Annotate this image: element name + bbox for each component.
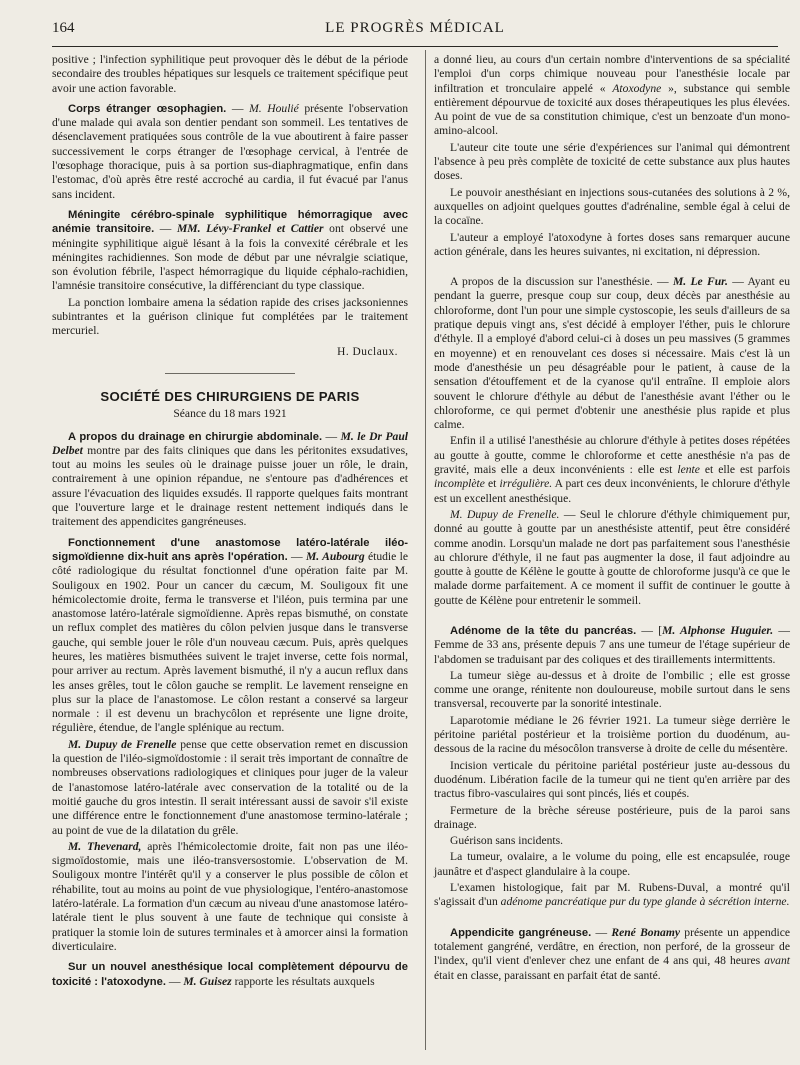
article-author: M. Houlié — [249, 101, 299, 115]
article-title: Méningite cérébro-spinale syphilitique hémorragique avec anémie transitoire. — [52, 208, 408, 236]
spacer — [434, 261, 790, 269]
article-title: Adénome de la tête du pancréas. — [450, 624, 637, 637]
section-rule — [165, 373, 295, 374]
article-author: M. Aubourg — [305, 549, 365, 563]
paragraph: Le pouvoir anesthésiant en injections sous-cutanées des solutions à 2 %, auxquelles on adjoint quelques gouttes d'adrénaline, semble égal à celui de la cocaïne. — [434, 185, 790, 228]
text-italic: irrégulière. — [499, 477, 553, 491]
paragraph: L'auteur a employé l'atoxodyne à fortes doses sans remarquer aucune action générale, dans les heures suivantes, ni excitation, ni dépression. — [434, 230, 790, 258]
running-title: LE PROGRÈS MÉDICAL — [325, 20, 505, 36]
article-author: M. Le Fur. — [672, 275, 728, 289]
article-foreign-body: Corps étranger œsophagien. — M. Houlié présente l'observation d'une malade qui avala son dentier pendant son sommeil. Les tentatives de désenclavement pratiquées sous contrôle de la vue aboutirent à faire passer successivement le corps étranger de l'œsophage cervical, à l'entrée de l'œsophage thoracique, puis à sa portion sus-diaphragmatique, enfin dans l'estomac, d'où après être resté accroché au cardia, il fut évacué par l'anus sans incident. — [52, 101, 408, 201]
right-column — [434, 53, 790, 985]
page-header — [52, 18, 778, 42]
article-title: Sur un nouvel anesthésique local complètement dépourvu de toxicité : l'atoxodyne. — [52, 961, 408, 988]
article-text: après l'hémicolectomie droite, fait non pas une iléo-sigmoïdostomie, mais une iléo-transversostomie. L'observation de M. Souligoux montre l'intérêt qu'il y a conserver le plus possible de côlon et réhabilite, tout au moins au point de vue physiologique, l'entéro-anastomose latéro-latérale. La formation d'un cæcum au niveau d'une anastomose latéro-latérale tient le plus souvent à une faute de technique qui consiste à pratiquer la stomie loin de sutures terminales et à amorcer ainsi la formation diverticulaire. — [52, 839, 409, 953]
text-italic: lente — [677, 463, 700, 477]
paragraph — [434, 53, 790, 139]
session-date: Séance du 18 mars 1921 — [173, 407, 287, 421]
text-italic: avant — [764, 954, 790, 968]
paragraph: L'auteur cite toute une série d'expériences sur l'animal qui démontrent l'absence à peu près complète de toxicité de cette substance aux plus hautes doses. — [434, 140, 790, 183]
article-title: Fonctionnement d'une anastomose latéro-latérale iléo-sigmoïdienne dix-huit ans après l'opération. — [52, 536, 408, 563]
page-number: 164 — [52, 20, 75, 36]
text-run: et elle est parfois — [704, 463, 790, 477]
article-text: Ayant eu pendant la guerre, presque coup sur coup, deux décès par anesthésie au chloroforme, dont l'un pour une simple cystoscopie, les seuls d'ailleurs de sa pratique depuis vingt ans, s'est décidé à employer l'éther, puis le chlorure d'éthyle. Il a employé d'abord celui-ci à doses un peu massives (5 grammes en moyenne) et en renouvelant ces doses si nécessaire. Mais c'est là un mode d'anesthésie un peu désagréable pour le patient, à cause de la sensation d'étouffement et de la cyanose qu'il entraîne. Il emploie alors souvent le chlorure d'éthyle au début de l'anesthésie avant l'éther ou le chloroforme, ce qui permet d'obtenir une anesthésie plus rapide et plus calme. — [434, 275, 790, 432]
article-author: René Bonamy — [611, 925, 681, 939]
article-author: M. Thevenard, — [68, 839, 142, 853]
text-run: et — [487, 477, 497, 491]
article-text: présente un appendice totalement gangréné, verdâtre, en érection, non perforé, de la grosseur de l'index, qu'il vient d'enlever chez une enfant de 4 ans qui, 48 heures — [434, 925, 791, 968]
society-title: SOCIÉTÉ DES CHIRURGIENS DE PARIS — [100, 388, 360, 404]
spacer — [434, 610, 790, 618]
paragraph: Fermeture de la brèche séreuse postérieure, puis de la paroi sans drainage. — [434, 803, 790, 831]
article-author: MM. Lévy-Frankel et Cattier — [176, 222, 324, 236]
paragraph — [52, 840, 408, 954]
text-run: », substance qui semble entièrement dépourvue de toxicité aux doses thérapeutiques les plus élevées. Au point de vue de sa constitution chimique, c'est un benzoate d'un mono-amino-alcool. — [434, 81, 790, 138]
article-text: étudie le côté radiologique du résultat fonctionnel d'une opération faite par M. Souligoux en 1902. Pour un cancer du cæcum, M. Souligoux fit une hémicolectomie droite, ferma le transverse et l'iléon, puis termina par une anastomose latéro-latérale sigmoïdienne. Après repas bismuthé, on constate un reflux complet des matières du côlon pelvien jusque dans le transverse gauche, qui semble jouer le rôle d'un nouveau cæcum. Puis, après quelques heures, les matières bismuthées suivent le trajet inverse, cette fois normal, pour arriver au rectum. Après lavement bismuthé, il n'y a aucun reflux dans les anses grêles, tout le côlon gauche se remplit. Le lavement renseigne en plus sur la place de l'anastomose. Le côlon restant a conservé sa largeur normale : il est devenu un brachycôlon et représente une ligne droite, régulière, étendue, de l'angle splénique au rectum. — [52, 549, 409, 735]
text-run: a donné lieu, au cours d'un certain nombre d'interventions de sa spécialité l'emploi d'un corps chimique nouveau pour l'anesthésie locale par infiltration et tronculaire appelé « — [434, 53, 790, 95]
paragraph — [52, 738, 408, 838]
text-run: A part ces deux inconvénients, le chlorure d'éthyle est un excellent anesthésique. — [434, 477, 790, 505]
paragraph: La tumeur siège au-dessus et à droite de l'ombilic ; elle est grosse comme une orange, rénitente non douloureuse, mobile surtout dans le sens transversal, recouverte par la sonorité intestinale. — [434, 668, 790, 711]
paragraph: La tumeur, ovalaire, a le volume du poing, elle est encapsulée, rouge jaunâtre et d'aspect glandulaire à la coupe. — [434, 850, 790, 878]
article-text: — Seul le chlorure d'éthyle chimiquement pur, donné au goutte à goutte par un anesthésiste attentif, peut être considéré comme anodin. Lorsqu'un malade ne dort pas parfaitement sous l'anesthésie au chlorure d'éthyle, il ne faut pas augmenter la dose, il faut adjoindre au goutte à goutte de Kélène le goutte à goutte de chloroforme jusqu'à ce que le malade dorme parfaitement. A ce moment il suffit de continuer le goutte à goutte de Kélène pour entretenir le sommeil. — [434, 507, 790, 607]
article-appendicitis: Appendicite gangréneuse. — René Bonamy présente un appendice totalement gangréné, verdâtre, en érection, non perforé, de la grosseur de l'index, qu'il vient d'enlever chez une enfant de 4 ans qui, 48 heures avant était en classe, paraissant en parfait état de santé. — [434, 925, 791, 982]
article-title: Appendicite gangréneuse. — [450, 926, 592, 939]
article-text: présente l'observation d'une malade qui avala son dentier pendant son sommeil. Les tentatives de désenclavement pratiquées sous contrôle de la vue aboutirent à faire passer successivement le corps étranger de l'œsophage cervical, à l'entrée de l'œsophage thoracique, puis à sa portion sus-diaphragmatique, enfin dans l'estomac, d'où après être resté accroché au cardia, il fut évacué par l'anus sans incident. — [52, 101, 408, 201]
text-run: Enfin il a utilisé l'anesthésie au chlorure d'éthyle à petites doses répétées au goutte à goutte, comme le chloroforme et cette anesthésie n'a pas de gravité, mais elle a deux inconvénients : elle est — [434, 434, 790, 477]
article-title: Corps étranger œsophagien. — [68, 102, 227, 115]
article-title: A propos de la discussion sur l'anesthésie. — [450, 275, 653, 289]
spacer — [434, 912, 790, 920]
article-author: M. Dupuy de Frenelle — [68, 737, 177, 751]
paragraph: Laparotomie médiane le 26 février 1921. La tumeur siège derrière le péritoine pariétal postérieur et la troisième portion du duodénum, au-dessous de la racine du mésocôlon transverse à droite de celle du mésentère. — [434, 713, 790, 756]
column-divider — [425, 50, 426, 1050]
article-anastomosis: Fonctionnement d'une anastomose latéro-latérale iléo-sigmoïdienne dix-huit ans après l'opération. — M. Aubourg étudie le côté radiologique du résultat fonctionnel d'une opération faite par M. Souligoux en 1902. Pour un cancer du cæcum, M. Souligoux fit une hémicolectomie droite, ferma le transverse et l'iléon, puis termina par une anastomose latéro-latérale sigmoïdienne. Après repas bismuthé, on constate un reflux complet des matières du côlon pelvien jusque dans le transverse gauche, qui semble jouer le rôle d'un nouveau cæcum. Puis, après quelques heures, les matières bismuthées suivent le trajet inverse, cette fois normal, pour arriver au rectum. Après lavement bismuthé, il n'y a aucun reflux dans les anses grêles, tout le côlon gauche se remplit. Le lavement renseigne en plus sur la place de l'anastomose. Le côlon restant a conservé sa largeur normale : il est devenu un brachycôlon et représente une ligne droite, régulière, étendue, de l'angle splénique au rectum. — [52, 536, 409, 735]
paragraph — [434, 434, 790, 505]
article-text: ont observé une méningite syphilitique aiguë lésant à la fois la convexité cérébrale et les méningites rachidiennes. Son mode de début par une névralgie sciatique, son évolution fébrile, l'aspect hémorragique du liquide céphalo-rachidien, l'amnésie transitoire consécutive, la différenciant du type classique. — [52, 222, 408, 293]
text-italic: adénome pancréatique pur du type glande à sécrétion interne. — [500, 895, 790, 909]
article-atoxodyne: Sur un nouvel anesthésique local complètement dépourvu de toxicité : l'atoxodyne. — M. Guisez rapporte les résultats auxquels — [52, 961, 408, 988]
signature: H. Duclaux. — [337, 345, 398, 358]
article-text: pense que cette observation remet en discussion la question de l'iléo-sigmoïdostomie : il serait très important de connaître de nombreuses observations radiologiques et cliniques pour juger de la valeur de l'anastomose latéro-latérale avec conservation de la totalité ou de la moitié gauche du gros intestin. Il serait intéressant aussi de savoir s'il existe une différence entre le fonctionnement d'une anastomose termino-latérale ; au point de vue de la dilatation du grêle. — [52, 737, 408, 837]
header-rule — [52, 46, 778, 47]
article-author: M. Guisez — [183, 974, 232, 988]
text-run: était en classe, paraissant en parfait état de santé. — [434, 968, 661, 982]
text-run: L'examen histologique, fait par M. Rubens-Duval, a montré qu'il s'agissait d'un — [434, 881, 790, 909]
article-author: M. Alphonse Huguier. — [662, 623, 774, 637]
article-author: M. le Dr Paul Delbet — [52, 429, 408, 457]
article-pancreas: Adénome de la tête du pancréas. — [M. Alphonse Huguier. — Femme de 33 ans, présente depuis 7 ans une tumeur de l'étage supérieur de l'abdomen se traduisant par des coliques et des tiraillements intermittents. — [434, 623, 790, 666]
paragraph — [434, 508, 790, 608]
article-anesthesia: A propos de la discussion sur l'anesthésie. — M. Le Fur. — Ayant eu pendant la guerre, presque coup sur coup, deux décès par anesthésie au chloroforme, dont l'un pour une simple cystoscopie, les seuls d'ailleurs de sa pratique depuis vingt ans, s'est décidé à employer l'éther, puis le chlorure d'éthyle. Il a employé d'abord celui-ci à doses un peu massives (5 grammes en moyenne) et en renouvelant ces doses si nécessaire. Mais c'est là un mode d'anesthésie un peu désagréable pour le patient, à cause de la sensation d'étouffement et de la cyanose qu'il entraîne. Il emploie alors souvent le chlorure d'éthyle au début de l'anesthésie avant l'éther ou le chloroforme, ce qui permet d'obtenir une anesthésie plus rapide et plus calme. — [434, 275, 790, 432]
paragraph: Incision verticale du péritoine pariétal postérieur juste au-dessous du duodénum. Libération facile de la tumeur qui ne tient qu'en arrière par des tractus fibro-vasculaires qui sont pincés, liés et coupés. — [434, 758, 790, 801]
article-author: M. Dupuy de Frenelle. — [450, 507, 560, 521]
article-text: rapporte les résultats auxquels — [234, 974, 375, 988]
text-italic: incomplète — [434, 477, 485, 491]
paragraph: Guérison sans incidents. — [450, 834, 564, 848]
article-meningitis: Méningite cérébro-spinale syphilitique hémorragique avec anémie transitoire. — MM. Lévy-Frankel et Cattier ont observé une méningite syphilitique aiguë lésant à la fois la convexité cérébrale et les méningites rachidiennes. Son mode de début par une névralgie sciatique, son évolution fébrile, l'aspect hémorragique du liquide céphalo-rachidien, l'amnésie transitoire consécutive, la différenciant du type classique. — [52, 208, 408, 293]
left-column — [52, 53, 408, 991]
paragraph: positive ; l'infection syphilitique peut provoquer dès le début de la période secondaire des troubles hépatiques sur lesquels ce traitement spécifique peut avoir une action favorable. — [52, 53, 408, 95]
article-text: Femme de 33 ans, présente depuis 7 ans une tumeur de l'étage supérieur de l'abdomen se traduisant par des coliques et des tiraillements intermittents. — [434, 638, 790, 666]
article-text: montre par des faits cliniques que dans les péritonites exsudatives, tout au moins les seules où le drainage puisse jouer un rôle, le drain, contrairement à une opinion répandue, ne s'entoure pas d'adhérences et assure l'évacuation des liquides exsudés. Il rapporte quelques faits montrant que l'ouverture large et le drainage restent nettement indiqués dans le traitement des appendicites gangréneuses. — [52, 443, 408, 529]
article-title: A propos du drainage en chirurgie abdominale. — [68, 430, 323, 443]
article-drainage: A propos du drainage en chirurgie abdominale. — M. le Dr Paul Delbet montre par des faits cliniques que dans les péritonites exsudatives, tout au moins les seules où le drainage puisse jouer un rôle, le drain, contrairement à une opinion répandue, ne s'entoure pas d'adhérences et assure l'évacuation des liquides exsudés. Il rapporte quelques faits montrant que l'ouverture large et le drainage restent nettement indiqués dans le traitement des appendicites gangréneuses. — [52, 429, 408, 529]
drug-name: Atoxodyne — [612, 81, 662, 95]
paragraph — [434, 881, 790, 910]
paragraph: La ponction lombaire amena la sédation rapide des crises jacksoniennes subintrantes et la guérison clinique fut complétées par le traitement mercuriel. — [52, 295, 408, 338]
